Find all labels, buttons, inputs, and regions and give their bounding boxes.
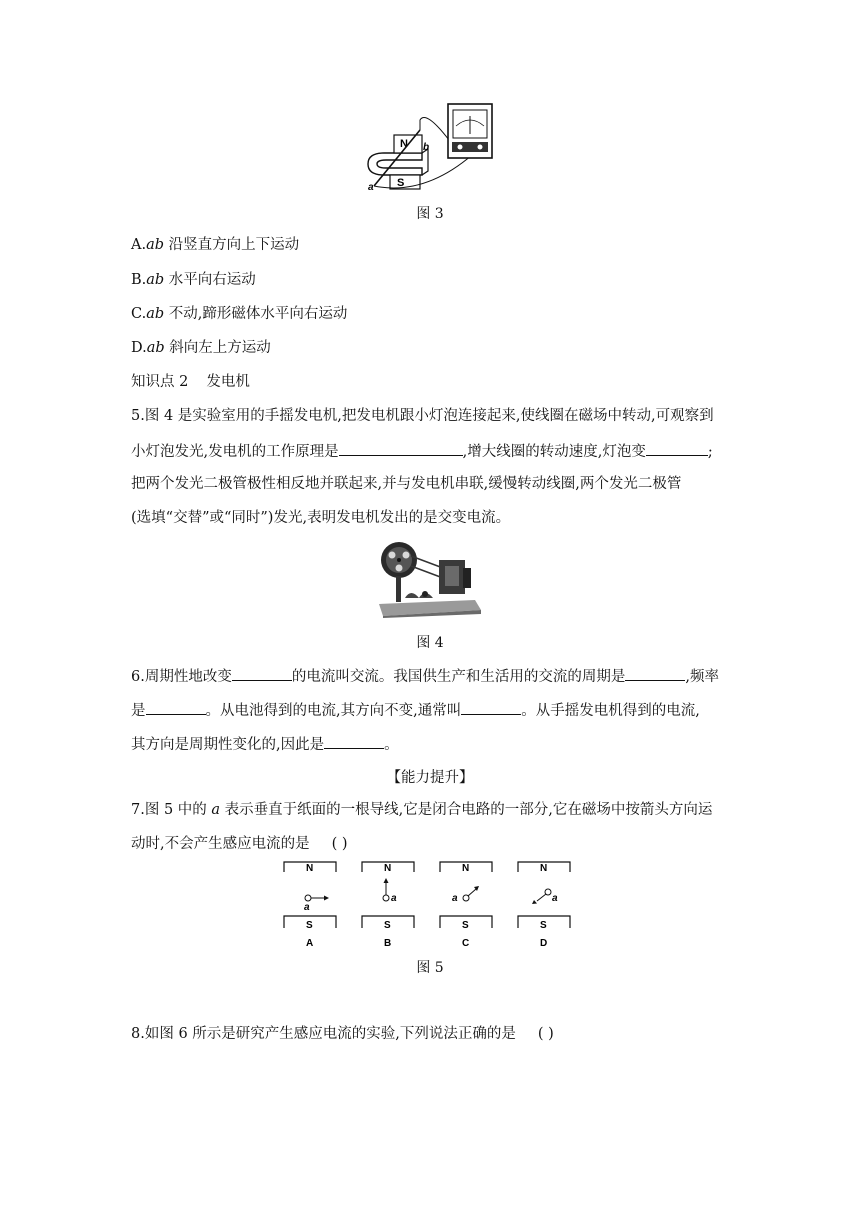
figure-3-caption: 图 3 xyxy=(416,206,444,222)
q6-line-2: 是 。从电池得到的电流,其方向不变,通常叫 。从手摇发电机得到的电流, xyxy=(131,699,700,721)
figure-4-caption: 图 4 xyxy=(416,635,444,651)
q6-blank-2[interactable] xyxy=(625,665,685,681)
figure-4-generator-photo xyxy=(375,538,485,618)
q6-blank-5[interactable] xyxy=(324,733,384,749)
panel-a-label: A xyxy=(306,938,314,949)
panel-d-south: S xyxy=(540,920,547,931)
option-b: B.ab 水平向右运动 xyxy=(131,272,256,288)
panel-c-south: S xyxy=(462,920,469,931)
panel-c xyxy=(440,862,492,949)
q7-answer-paren[interactable]: ( ) xyxy=(331,836,348,852)
fig3-a-label: a xyxy=(368,182,374,193)
panel-a-wire-label: a xyxy=(304,902,310,913)
panel-d-wire-label: a xyxy=(552,893,558,904)
figure-5-magnet-panels xyxy=(278,858,588,950)
panel-a-north: N xyxy=(306,863,314,874)
horseshoe-magnet xyxy=(368,153,422,175)
q6-line-3: 其方向是周期性变化的,因此是 。 xyxy=(131,733,399,755)
panel-b-label: B xyxy=(384,938,392,949)
q5-line-3: 把两个发光二极管极性相反地并联起来,并与发电机串联,缓慢转动线圈,两个发光二极管 xyxy=(131,476,682,492)
panel-b-wire-label: a xyxy=(391,893,397,904)
option-d: D.ab 斜向左上方运动 xyxy=(131,340,271,356)
q5-blank-principle[interactable] xyxy=(339,440,463,456)
panel-b-south: S xyxy=(384,920,391,931)
panel-d xyxy=(518,862,570,949)
figure-3-illustration xyxy=(364,100,504,196)
section-heading-knowledge-point-2: 知识点 2 发电机 xyxy=(131,374,250,390)
q6-blank-3[interactable] xyxy=(146,699,206,715)
panel-a-south: S xyxy=(306,920,313,931)
q7-line-2: 动时,不会产生感应电流的是 ( ) xyxy=(131,836,348,852)
q8-answer-paren[interactable]: ( ) xyxy=(537,1026,554,1042)
option-c: C.ab 不动,蹄形磁体水平向右运动 xyxy=(131,306,348,322)
q5-line-1: 5.图 4 是实验室用的手摇发电机,把发电机跟小灯泡连接起来,使线圈在磁场中转动,可观察到 xyxy=(131,408,714,424)
option-a: A.ab 沿竖直方向上下运动 xyxy=(131,237,300,253)
section-heading-ability: 【能力提升】 xyxy=(386,770,474,786)
panel-b-north: N xyxy=(384,863,392,874)
panel-a xyxy=(284,862,336,949)
galvanometer xyxy=(448,104,492,158)
fig3-b-label: b xyxy=(423,142,430,153)
q5-blank-brightness[interactable] xyxy=(646,440,708,456)
q7-line-1: 7.图 5 中的 a 表示垂直于纸面的一根导线,它是闭合电路的一部分,它在磁场中按箭头方向运 xyxy=(131,802,713,818)
q6-line-1: 6.周期性地改变 的电流叫交流。我国供生产和生活用的交流的周期是 ,频率 xyxy=(131,665,719,687)
q5-line-4: (选填“交替”或“同时”)发光,表明发电机发出的是交变电流。 xyxy=(131,510,511,526)
panel-c-label: C xyxy=(462,938,470,949)
fig3-north-label: N xyxy=(400,138,408,150)
panel-d-north: N xyxy=(540,863,548,874)
figure-5-caption: 图 5 xyxy=(416,960,444,976)
q8-line: 8.如图 6 所示是研究产生感应电流的实验,下列说法正确的是 ( ) xyxy=(131,1026,554,1042)
panel-c-north: N xyxy=(462,863,470,874)
panel-b xyxy=(362,862,414,949)
fig3-south-label: S xyxy=(397,177,405,189)
panel-d-label: D xyxy=(540,938,548,949)
panel-c-wire-label: a xyxy=(452,893,458,904)
q6-blank-4[interactable] xyxy=(461,699,521,715)
q6-blank-1[interactable] xyxy=(232,665,292,681)
q5-line-2: 小灯泡发光,发电机的工作原理是 ,增大线圈的转动速度,灯泡变 ; xyxy=(131,440,713,462)
